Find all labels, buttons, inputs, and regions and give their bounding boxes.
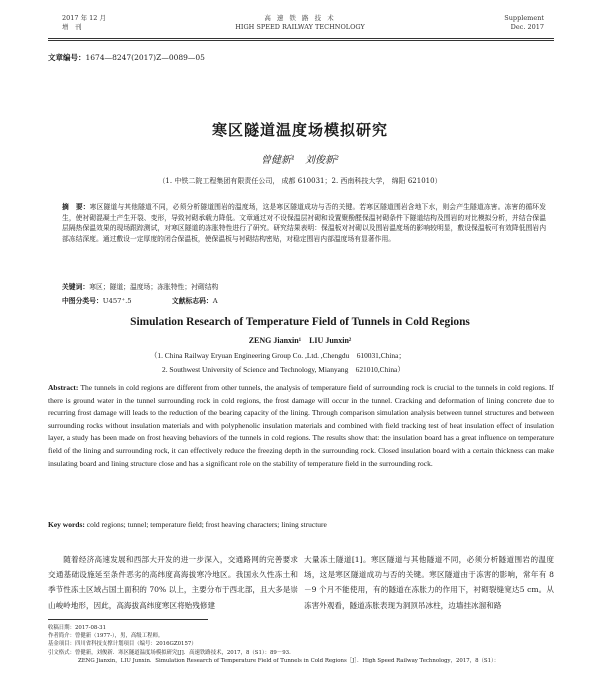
title-cn: 寒区隧道温度场模拟研究 bbox=[211, 121, 388, 139]
abstract-en bbox=[48, 382, 554, 470]
abstract-cn bbox=[62, 202, 546, 244]
footnote-author: 作者简介：曾健新（1977-），男，高级工程师。 bbox=[48, 633, 164, 640]
article-number-label: 文章编号： bbox=[48, 53, 86, 62]
affiliation-en-line1: （1. China Railway Eryuan Engineering Group Co. ,Ltd. ,Chengdu 610031,China； bbox=[150, 351, 406, 360]
header-date-en: Dec. 2017 bbox=[510, 23, 544, 31]
header-issue: 增 刊 bbox=[62, 23, 82, 31]
doc-code-label: 文献标志码： bbox=[171, 297, 213, 305]
footnote-fund: 基金项目：四川省科技支撑计划项目（编号：2016GZ0157） bbox=[48, 641, 197, 648]
title-en: Simulation Research of Temperature Field of Tunnels in Cold Regions bbox=[130, 316, 470, 328]
abstract-cn-label: 摘 要： bbox=[62, 203, 90, 211]
journal-title-cn: 高 速 铁 路 技 术 bbox=[264, 14, 336, 22]
abstract-en-text: The tunnels in cold regions are different from other tunnels, the analysis of temperature field of surrounding rock is crucial to the tunnels in cold regions. If there is ground water in the tunnel surrounding rock in cold regions, the frost damage will occur in the tunnel. Cracking and deformation of lining concrete due to recurring frost damage will leads to the reduction of the bearing capacity of the lining. Through comparison simulation analysis between tunnel structures and between surrounding rocks without insulation materials and with polyphenolic insulation materials and combined with field tracking test of heat insulation effect of insulation layer, a study has been made on frost heaving behaviors of the tunnels in cold regions. The results show that: the insulation board has a great influence on temperature field of the lining and surrounding rock, it can effectively reduce the freezing depth in the surrounding rock. Closed insulation board with a certain thickness can make insulating board and lining structure close and has a significant role on the stability of temperature field in the surrounding rock. bbox=[48, 383, 554, 468]
keywords-en bbox=[48, 520, 327, 529]
footnote-cite-cn: 引文格式：曾健新，刘俊新．寒区隧道温度场模拟研究[J]．高速铁路技术，2017，8（S1）：89－93． bbox=[48, 649, 295, 656]
authors-en: ZENG Jianxin¹ LIU Junxin² bbox=[248, 336, 352, 345]
article-number-value: 1674—8247(2017)Z—0089—05 bbox=[85, 53, 205, 62]
classification-value: U457⁺.5 bbox=[102, 297, 132, 305]
classification-label: 中图分类号： bbox=[62, 297, 103, 305]
header-date: 2017 年 12 月 bbox=[62, 14, 107, 22]
affiliation-en bbox=[150, 349, 406, 377]
classification bbox=[62, 295, 218, 305]
body-column-left: 随着经济高速发展和西部大开发的进一步深入，交通路网的完善要求交通基础设施延至条件恶劣的高纬度高海拔寒冷地区。我国永久性冻土和季节性冻土区域占国土面积的 70% 以上，主要分布于西北部，且大多是崇山峻岭地形，因此，高海拔高纬度寒区将贻残修建 bbox=[48, 555, 298, 610]
abstract-cn-text: 寒区隧道与其他隧道不同，必须分析隧道围岩的温度场，这是寒区隧道成功与否的关键。若寒区隧道围岩含地下水，则会产生隧道冻害。冻害的循环发生，使衬砌混凝土产生开裂、变形，导致衬砌承载力降低。文章通过对不设保温层衬砌和设置聚酚醛保温衬砌条件下隧道结构及围岩的对比模拟分析，并结合保温层隔热保温效果的现场跟踪测试，对寒区隧道的冻胀特性进行了研究。研究结果表明：保温板对衬砌以及围岩温度场的影响较明显，敷设保温板可有效降低围岩内部冻结深度。通过敷设一定厚度的闭合保温板，使保温板与衬砌结构密贴，对稳定围岩内部温度场有显著作用。 bbox=[62, 203, 547, 243]
body-column-right: 大量冻土隧道[1]。寒区隧道与其他隧道不同，必须分析隧道围岩的温度场，这是寒区隧道成功与否的关键。寒区隧道由于冻害的影响，常年有 8－9 个月不能使用，有的隧道在冻胀力的作用下，衬砌裂缝宽达5 cm。从冻害外观看，隧道冻胀表现为洞顶吊冰柱，边墙挂冰溜和路 bbox=[304, 555, 554, 610]
header-right bbox=[504, 14, 544, 32]
keywords-en-label: Key words: bbox=[48, 520, 85, 529]
header-supplement: Supplement bbox=[504, 14, 544, 22]
keywords-en-text: cold regions; tunnel; temperature field; frost heaving characters; lining structure bbox=[86, 520, 327, 529]
affiliation-en-line2: 2. Southwest University of Science and Technology, Mianyang 621010,China） bbox=[162, 365, 405, 374]
keywords-cn-text: 寒区；隧道；温度场；冻胀特性；衬砌结构 bbox=[89, 283, 219, 291]
footnote-received: 收稿日期：2017-08-31 bbox=[48, 625, 107, 631]
header-rule bbox=[48, 38, 554, 39]
affiliation-cn: （1. 中铁二院工程集团有限责任公司， 成都 610031；2. 西南科技大学， 绵阳 621010） bbox=[158, 177, 442, 185]
authors-cn: 曾健新¹ 刘俊新² bbox=[260, 155, 340, 166]
doc-code-value: A bbox=[212, 297, 218, 305]
journal-title-en: HIGH SPEED RAILWAY TECHNOLOGY bbox=[235, 23, 365, 31]
footnote-cite-en: ZENG Jianxin，LIU Junxin．Simulation Research of Temperature Field of Tunnels in Cold Regions［J］．High Speed Railway Technology，2017，8（S1）： bbox=[78, 657, 500, 664]
keywords-cn bbox=[62, 281, 218, 291]
article-number bbox=[48, 52, 205, 63]
footnotes bbox=[48, 624, 558, 665]
keywords-cn-label: 关键词： bbox=[62, 283, 90, 291]
header-rule-thin bbox=[48, 40, 554, 41]
abstract-en-label: Abstract: bbox=[48, 383, 79, 392]
footnote-rule bbox=[48, 619, 208, 620]
